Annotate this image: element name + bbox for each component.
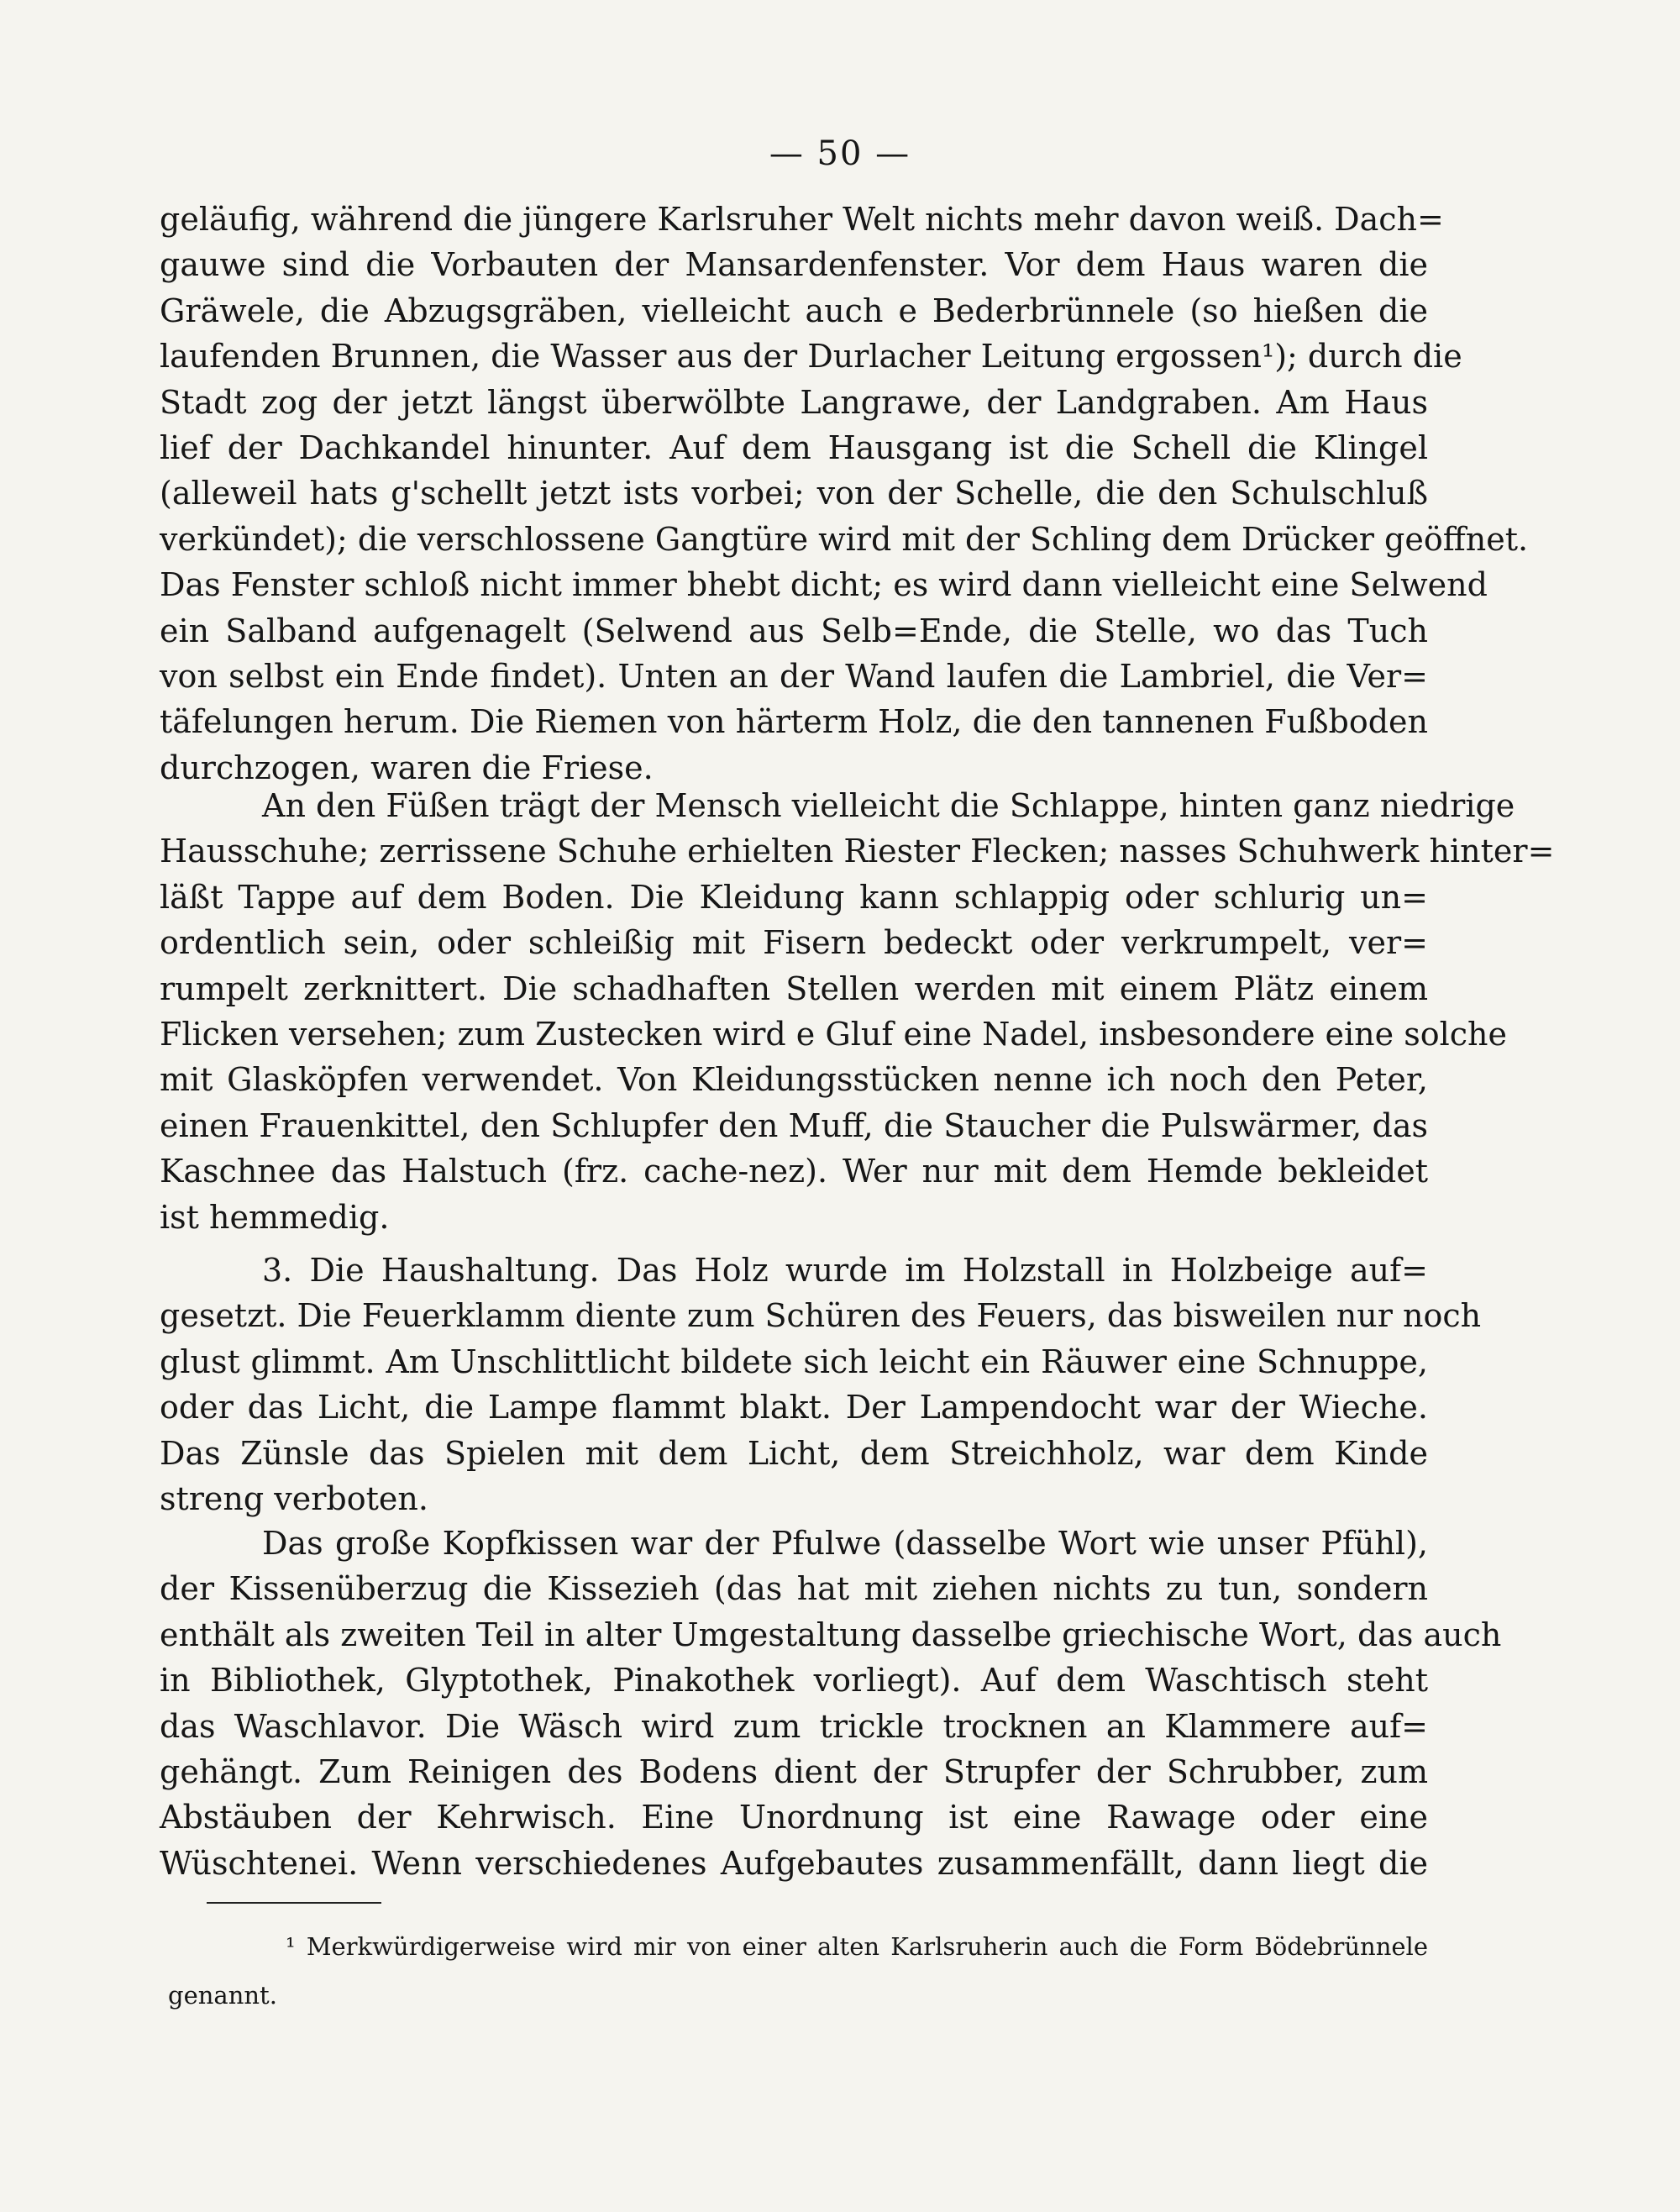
footnote-divider bbox=[207, 1902, 381, 1904]
text-line: gauwe sind die Vorbauten der Mansardenfenster. Vor dem Haus waren die bbox=[160, 246, 1428, 284]
text-line: einen Frauenkittel, den Schlupfer den Muff, die Staucher die Pulswärmer, das bbox=[160, 1106, 1428, 1144]
paragraph-1 bbox=[160, 197, 1529, 791]
text-line: glust glimmt. Am Unschlittlicht bildete sich leicht ein Räuwer eine Schnuppe, bbox=[160, 1342, 1428, 1380]
text-line: An den Füßen trägt der Mensch vielleicht die Schlappe, hinten ganz niedrige bbox=[262, 787, 1515, 824]
text-line: Flicken versehen; zum Zustecken wird e Gluf eine Nadel, insbesondere eine solche bbox=[160, 1015, 1507, 1053]
text-line: ein Salband aufgenagelt (Selwend aus Selb=Ende, die Stelle, wo das Tuch bbox=[160, 612, 1428, 649]
paragraph-3 bbox=[160, 1248, 1482, 1521]
text-line: Abstäuben der Kehrwisch. Eine Unordnung ist eine Rawage oder eine bbox=[160, 1799, 1428, 1836]
text-line: oder das Licht, die Lampe flammt blakt. Der Lampendocht war der Wieche. bbox=[160, 1389, 1428, 1427]
text-line: von selbst ein Ende findet). Unten an der Wand laufen die Lambriel, die Ver= bbox=[160, 657, 1428, 695]
text-line: Das Fenster schloß nicht immer bhebt dicht; es wird dann vielleicht eine Selwend bbox=[160, 566, 1488, 604]
section-heading-line: 3. Die Haushaltung. Das Holz wurde im Holzstall in Holzbeige auf= bbox=[262, 1252, 1428, 1289]
text-line: ordentlich sein, oder schleißig mit Fisern bedeckt oder verkrumpelt, ver= bbox=[160, 924, 1428, 962]
text-line: in Bibliothek, Glyptothek, Pinakothek vorliegt). Auf dem Waschtisch steht bbox=[160, 1662, 1428, 1700]
text-line: enthält als zweiten Teil in alter Umgestaltung dasselbe griechische Wort, das auch bbox=[160, 1616, 1502, 1653]
text-line: (alleweil hats g'schellt jetzt ists vorbei; von der Schelle, die den Schulschluß bbox=[160, 475, 1428, 512]
text-line: ist hemmedig. bbox=[160, 1198, 390, 1236]
paragraph-2 bbox=[160, 783, 1555, 1240]
text-line: rumpelt zerknittert. Die schadhaften Stellen werden mit einem Plätz einem bbox=[160, 969, 1428, 1007]
text-line: Hausschuhe; zerrissene Schuhe erhielten Riester Flecken; nasses Schuhwerk hinter= bbox=[160, 833, 1555, 870]
page-number: — 50 — bbox=[769, 134, 911, 173]
text-line: Das große Kopfkissen war der Pfulwe (dasselbe Wort wie unser Pfühl), bbox=[262, 1525, 1428, 1562]
text-line: läßt Tappe auf dem Boden. Die Kleidung kann schlappig oder schlurig un= bbox=[160, 878, 1428, 916]
text-line: Kaschnee das Halstuch (frz. cache-nez). Wer nur mit dem Hemde bekleidet bbox=[160, 1153, 1428, 1190]
text-line: geläufig, während die jüngere Karlsruher Welt nichts mehr davon weiß. Dach= bbox=[160, 201, 1444, 238]
text-line: Stadt zog der jetzt längst überwölbte Langrawe, der Landgraben. Am Haus bbox=[160, 383, 1428, 421]
text-line: lief der Dachkandel hinunter. Auf dem Hausgang ist die Schell die Klingel bbox=[160, 428, 1428, 466]
text-line: Wüschtenei. Wenn verschiedenes Aufgebautes zusammenfällt, dann liegt die bbox=[160, 1844, 1428, 1882]
text-line: der Kissenüberzug die Kissezieh (das hat mit ziehen nichts zu tun, sondern bbox=[160, 1570, 1428, 1608]
footnote-line: ¹ Merkwürdigerweise wird mir von einer alten Karlsruherin auch die Form Bödebrünnele bbox=[286, 1932, 1428, 1961]
text-line: gesetzt. Die Feuerklamm diente zum Schüren des Feuers, das bisweilen nur noch bbox=[160, 1297, 1482, 1335]
text-line: Gräwele, die Abzugsgräben, vielleicht auch e Bederbrünnele (so hießen die bbox=[160, 292, 1428, 329]
text-line: das Waschlavor. Die Wäsch wird zum trickle trocknen an Klammere auf= bbox=[160, 1707, 1428, 1745]
text-line: streng verboten. bbox=[160, 1479, 428, 1517]
text-line: täfelungen herum. Die Riemen von härterm Holz, die den tannenen Fußboden bbox=[160, 703, 1428, 741]
paragraph-4 bbox=[160, 1521, 1502, 1886]
footnote bbox=[168, 1922, 1428, 2020]
footnote-line: genannt. bbox=[168, 1981, 277, 2010]
text-line: durchzogen, waren die Friese. bbox=[160, 749, 654, 786]
text-line: Das Zünsle das Spielen mit dem Licht, dem Streichholz, war dem Kinde bbox=[160, 1434, 1428, 1472]
text-line: gehängt. Zum Reinigen des Bodens dient der Strupfer der Schrubber, zum bbox=[160, 1752, 1428, 1790]
text-line: mit Glasköpfen verwendet. Von Kleidungsstücken nenne ich noch den Peter, bbox=[160, 1061, 1428, 1099]
text-line: laufenden Brunnen, die Wasser aus der Durlacher Leitung ergossen¹); durch die bbox=[160, 338, 1462, 376]
text-line: verkündet); die verschlossene Gangtüre wird mit der Schling dem Drücker geöffnet. bbox=[160, 520, 1529, 558]
